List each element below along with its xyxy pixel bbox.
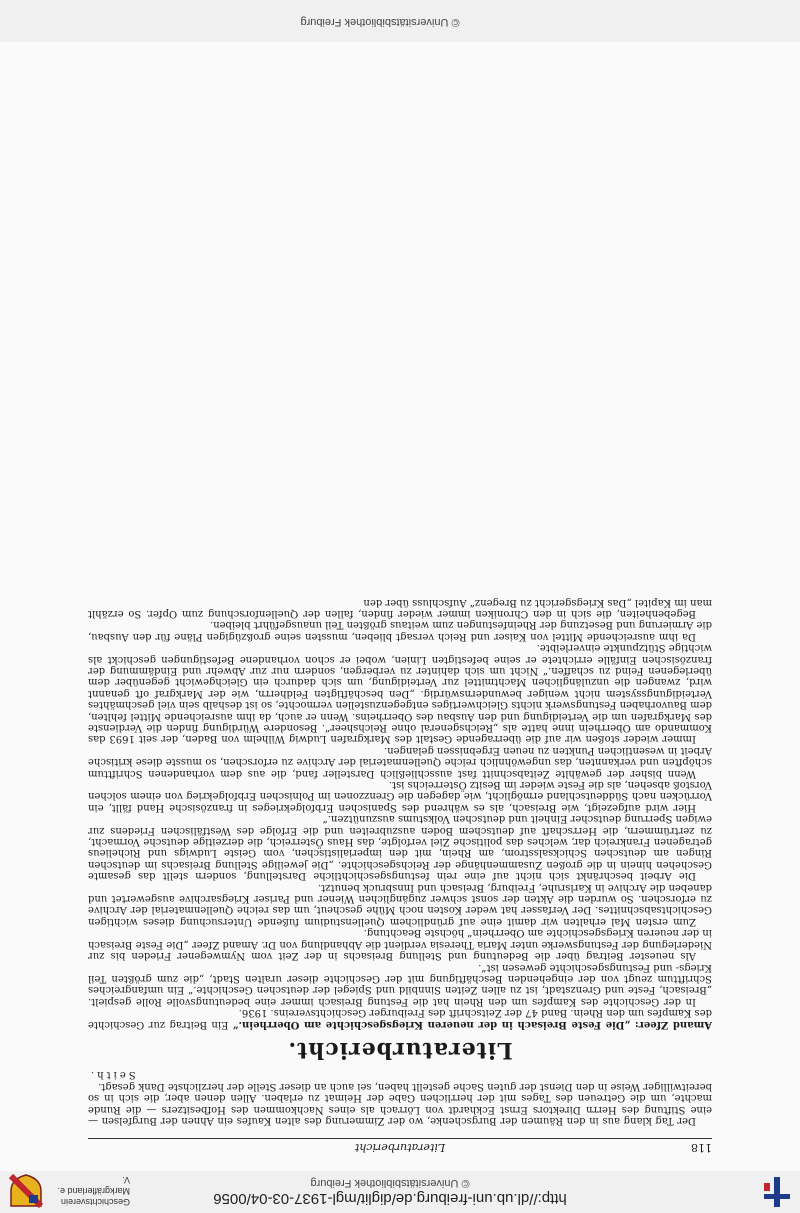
- intro-paragraph: Der Tag klang aus in den Räumen der Burgschenke, wo der Zimmerung des alten Kaufes ein Ahnen der Burgfelsen — eine Stiftung des Herrn Direktors Ernst Eckhardt von Lörrach als eines Nachkommen des Hofbesitzers — die Runde machte, um die Getreuen des Tages mit der herrlichen Gabe der Heimat zu erlaben. Allen denen aber, die sich in so bereitwilliger Weise in den Dienst der guten Sache gestellt haben, sei auch an dieser Stelle der herzlichste Dank gesagt.: [88, 1080, 712, 1126]
- review-paragraph: Die Arbeit beschränkt sich nicht auf eine rein festungsgeschichtliche Darstellung, sondern stellt das gesamte Geschehen hinein in die großen Zusammenhänge der Reichsgeschichte. „Die jeweilige Stellung Breisachs im deutschen Ringen am deutschen Schicksalsstrom, am Rhein, mit den imperialistischen, vom Geiste Ludwigs und Richelieus getragenen Frankreich dar, welches das politische Ziel verfolgte, das Haus Österreich, die derzeitige deutsche Vormacht, zu zertrümmern, die Herrschaft auf deutschem Boden auszubreiten und die Erfolge des Westfälischen Friedens zur ewigen Sperrung deutscher Einheit und deutschen Volkstums auszunützen.“: [88, 813, 712, 882]
- review-paragraph: Zum ersten Mal erhalten wir damit eine auf gründlichem Quellenstudium fußende Untersuchung dieses wichtigen Geschichtsabschnittes. Der Verfasser hat weder Kosten noch Mühe gescheut, um das reiche Quellenmaterial der Archive zu erforschen. So wurden die Akten der sonst schwer zugänglichen Wiener und Pariser Kriegsarchive ausgewertet und daneben die Archive in Karlsruhe, Freiburg, Breisach und Innsbruck benutzt.: [88, 881, 712, 927]
- copyright-notice: © Universitätsbibliothek Freiburg: [310, 1177, 470, 1189]
- page-number: 118: [691, 1141, 712, 1154]
- running-header: [88, 1138, 712, 1153]
- entry-body: Ein Beitrag zur Geschichte des Kampfes um den Rhein. Band 47 der Zeitschrift des Freiburger Geschichtsvereins. 1936.: [88, 1007, 712, 1030]
- viewer-footer: [0, 0, 800, 42]
- running-head-title: Literaturbericht: [354, 1141, 446, 1154]
- entry-head: Amand Zfeer: „Die Feste Breisach in der neueren Kriegsgeschichte am Oberrhein.“: [232, 1018, 712, 1030]
- review-paragraph: Immer wieder stoßen wir auf die überragende Gestalt des Markgrafen Ludwig Wilhelm von Baden, der seit 1693 das Kommando am Oberrhein inne hatte als „Reichsgeneral ohne Reichsheer“. Besondere Würdigung finden die Verdienste des Markgrafen um die Verteidigung und den Ausbau des Oberrheins. Wenn er auch, da ihm ausreichende Mittel fehlten, dem Bauvorhaben Festungswerk nichts Gleichwertiges entgegenzustellen vermochte, so ist deshalb sein viel geschmähtes Verteidigungssystem nicht weniger bewundernswürdig. „Den beschäftigten Feldherrn, wie der Markgraf oft genannt wird, zwangen die unzulänglichen Machtmittel zur Verteidigung, um sich dadurch ein Gleichgewicht gegenüber dem überlegenen Feind zu schaffen.“ Nicht um sich dahinter zu verbergen, sondern nur zur Abwehr und Eindämmung der französischen Einfälle errichtete er seine befestigten Linien, wobei er schon vorhandene Befestigungen geschickt als wichtige Stützpunkte einverleibte.: [88, 642, 712, 745]
- footer-copyright: © Universitätsbibliothek Freiburg: [300, 16, 460, 28]
- society-crest-icon: [8, 1173, 44, 1209]
- review-paragraph: Wenn bisher der gewählte Zeitabschnitt fast ausschließlich Darsteller fand, die aus dem vorhandenen Schrifttum schöpften und verkannten, das ungewöhnlich reiche Quellenmaterial der Archive zu erforschen, so musste diese kritische Arbeit in wesentlichen Punkten zu neuen Ergebnissen gelangen.: [88, 744, 712, 779]
- section-title: Literaturbericht.: [287, 1036, 513, 1063]
- review-paragraph: Da ihm ausreichende Mittel von Kaiser und Reich versagt blieben, mussten seine großzügigen Pläne für den Ausbau, die Armierung und Besetzung der Rheinfestungen zum weitaus größten Teil unausgeführt bleiben.: [88, 619, 712, 642]
- signature: Seith.: [88, 1069, 136, 1081]
- university-library-logo-icon: [760, 1175, 794, 1209]
- viewer-header: [0, 1171, 800, 1213]
- review-paragraph: Begebenheiten, die sich in den Chroniken immer wieder finden, fallen der Quellenforschung zum Opfer. So erzählt man im Kapitel „Das Kriegsgericht zu Bregenz“ Aufschluss über den: [88, 596, 712, 619]
- document-url[interactable]: http://dl.ub.uni-freiburg.de/diglit/mgl-1937-03-04/0056: [213, 1190, 567, 1207]
- bibliographic-entry: [88, 1007, 712, 1030]
- page-content: [88, 596, 712, 1153]
- society-name: Geschichtsverein Markgräflerland e. V.: [57, 1175, 130, 1207]
- review-paragraph: Als neuester Beitrag über die Bedeutung und Stellung Breisachs in der Zeit vom Nymwegener Frieden bis zur Niederlegung der Festungswerke unter Maria Theresia verdient die Abhandlung von Dr. Amand Zfeer „Die Feste Breisach in der neueren Kriegsgeschichte am Oberrhein“ höchste Beachtung.: [88, 927, 712, 962]
- review-paragraph: In der Geschichte des Kampfes um den Rhein hat die Festung Breisach immer eine bedeutungsvolle Rolle gespielt. „Breisach, Feste und Grenzstadt, ist zu allen Zeiten Sinnbild und Spiegel der deutschen Geschichte.“ Ein umfangreiches Schrifttum zeugt von der eingehenden Beschäftigung mit der Geschichte dieser uralten Stadt, „die zum größten Teil Kriegs- und Festungsgeschichte gewesen ist“.: [88, 961, 712, 1007]
- review-paragraph: Hier wird aufgezeigt, wie Breisach, als es während des Spanischen Erbfolgekrieges in französische Hand fällt, ein Vorrücken nach Süddeutschland ermöglicht, wie dagegen die Grenzzonen im Polnischen Erbfolgekrieg von einem solchen Vorstoß absehen, als die Feste wieder im Besitz Österreichs ist.: [88, 779, 712, 813]
